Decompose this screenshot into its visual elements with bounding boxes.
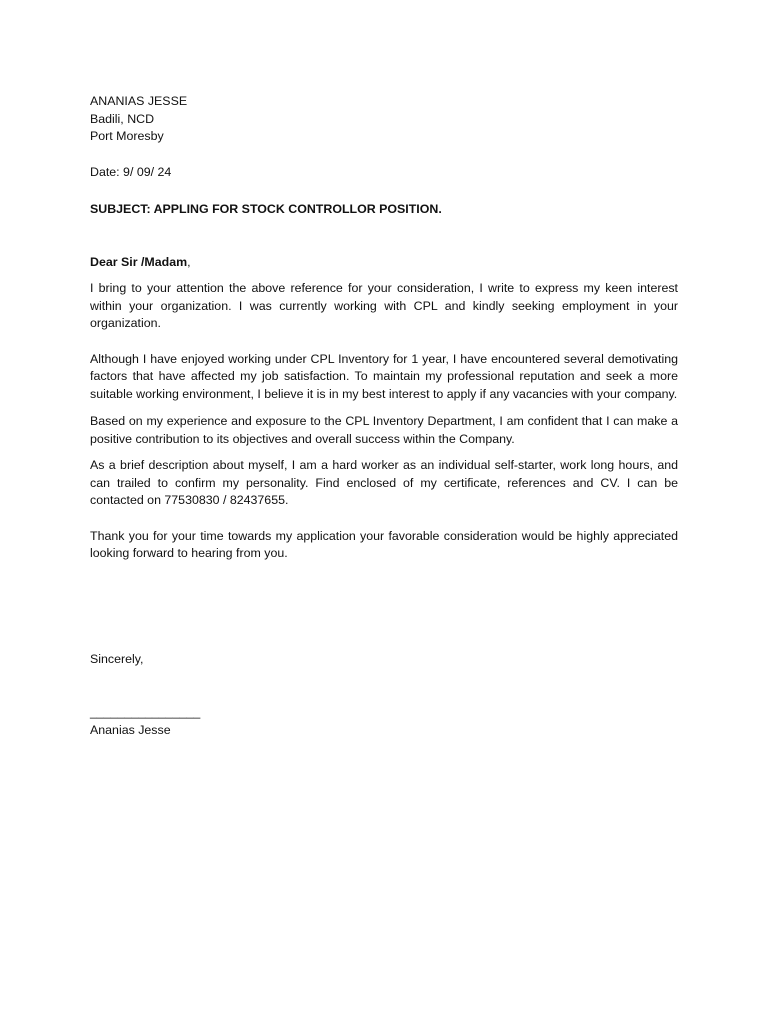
salutation-text: Dear Sir /Madam <box>90 254 188 269</box>
closing: Sincerely, <box>90 651 144 666</box>
sender-block <box>90 93 678 146</box>
letter-date: Date: 9/ 09/ 24 <box>90 164 172 179</box>
sender-name: ANANIAS JESSE <box>90 94 188 108</box>
cover-letter <box>90 93 678 739</box>
body-paragraph-1: I bring to your attention the above reference for your consideration, I write to express my keen interest within your organization. I was currently working with CPL and kindly seeking employment in your organization. <box>90 281 678 330</box>
body-paragraph-2: Although I have enjoyed working under CPL Inventory for 1 year, I have encountered several demotivating factors that have affected my job satisfaction. To maintain my professional reputation and seek a more suitable working environment, I believe it is in my best interest to apply if any vacancies with your company. <box>90 351 678 401</box>
salutation-comma: , <box>187 254 191 269</box>
body-paragraph-3: Based on my experience and exposure to the CPL Inventory Department, I am confident that I can make a positive contribution to its objectives and overall success within the Company. <box>90 414 678 446</box>
body-paragraph-4: As a brief description about myself, I am a hard worker as an individual self-starter, work long hours, and can trailed to confirm my personality. Find enclosed of my certificate, references and CV. I can be contacted on 77530830 / 82437655. <box>90 458 678 507</box>
salutation <box>90 254 678 272</box>
sender-address-line-1: Badili, NCD <box>90 111 155 126</box>
signature-name: Ananias Jesse <box>90 722 171 737</box>
body-paragraph-5: Thank you for your time towards my application your favorable consideration would be highly appreciated looking forward to hearing from you. <box>90 528 678 560</box>
sender-address-line-2: Port Moresby <box>90 129 164 143</box>
letter-subject: SUBJECT: APPLING FOR STOCK CONTROLLOR POSITION. <box>90 202 442 216</box>
signature-line: ________________ <box>90 705 201 719</box>
